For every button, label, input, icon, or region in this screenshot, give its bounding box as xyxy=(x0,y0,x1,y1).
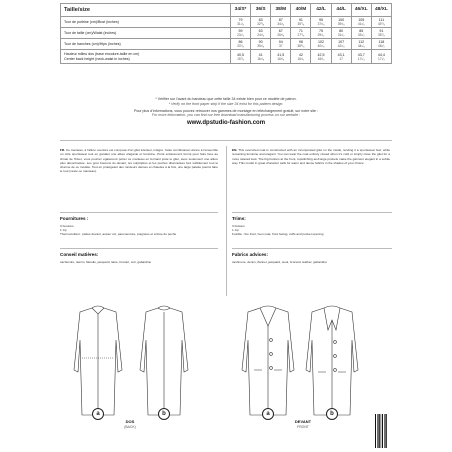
barcode-icon xyxy=(374,414,388,448)
column-divider xyxy=(226,146,227,296)
inch-value: 35⁷/₈ xyxy=(377,33,385,37)
size-notes xyxy=(72,97,380,126)
table-row-back-height xyxy=(61,50,392,64)
table-cell xyxy=(351,39,371,50)
supplies-body-fr: 3 boutons 1 zip Thermocollant : pattes devant, autour col, parementure, poignées et entrée de poche xyxy=(60,224,177,237)
cm-value: 42,5 xyxy=(317,52,325,57)
fabrics-title-en: Fabrics advices: xyxy=(232,252,269,257)
cm-value: 112 xyxy=(358,40,365,44)
cm-value: 100 xyxy=(338,18,345,22)
size-header-cell: 48/XL xyxy=(371,4,391,17)
inch-value: 31¹/₈ xyxy=(237,22,244,26)
cm-value: 43,7 xyxy=(357,52,365,57)
coat-back-b xyxy=(140,306,188,415)
cm-value: 87 xyxy=(278,18,283,22)
back-sublabel: (BACK) xyxy=(124,424,136,429)
table-cell xyxy=(291,17,311,28)
description-en-text: This oversized coat is constructed with an incorporated gilet on the inside, lending it a sportswear feel, while remaining feminine and elegant. You can wear the coat entirely closed when it's cold or simply close the gilet for a more relaxed look. The big buttons at the front, topstitching and large pockets make the garment elegant in a subtle way. This model in great character calls for warm and dense fabrics in the shades of your choice. xyxy=(232,148,391,165)
cm-value: 91 xyxy=(379,29,384,33)
cm-value: 80 xyxy=(339,29,344,33)
description-en xyxy=(232,148,390,165)
pattern-back-cover xyxy=(52,0,400,452)
row-label: Tour de poitrine (cm)/Bust (inches) xyxy=(61,17,231,28)
table-cell xyxy=(311,50,331,64)
row-label xyxy=(61,50,231,64)
cm-value: 85 xyxy=(359,29,364,33)
row-label: Tour de hanches (cm)/Hips (inches) xyxy=(61,39,231,50)
inch-value: 38⁵/₈ xyxy=(297,44,305,48)
inch-value: 43⁵/₈ xyxy=(377,22,385,26)
inch-value: 17¹/₄ xyxy=(357,56,365,61)
cm-value: 41 xyxy=(258,52,263,57)
size-header-cell: 44/L xyxy=(331,4,351,17)
inch-value: 37³/₈ xyxy=(317,22,325,26)
inch-value: 32⁵/₈ xyxy=(257,22,265,26)
table-cell xyxy=(371,28,391,39)
table-cell xyxy=(251,50,271,64)
size-header-cell: 46/XL xyxy=(351,4,371,17)
divider xyxy=(60,212,218,213)
size-table-header xyxy=(61,4,392,17)
inch-value: 37 xyxy=(279,44,283,48)
inch-value: 16³/₄ xyxy=(317,56,325,61)
table-cell xyxy=(331,50,351,64)
supplies-title-en: Trims: xyxy=(232,216,246,221)
inch-value: 16¹/₂ xyxy=(297,56,305,61)
cm-value: 67 xyxy=(278,29,283,33)
lang-tag-en: EN. xyxy=(232,148,238,152)
cm-value: 90 xyxy=(258,40,263,44)
front-label: DEVANT xyxy=(294,419,312,424)
table-cell xyxy=(291,39,311,50)
fabrics-title-fr: Conseil matières: xyxy=(60,252,99,257)
coat-front-b xyxy=(306,306,358,415)
website-link[interactable]: www.dpstudio-fashion.com xyxy=(186,120,266,127)
table-cell xyxy=(271,17,291,28)
row-label: Tour de taille (cm)/Waist (inches) xyxy=(61,28,231,39)
table-cell xyxy=(230,28,250,39)
coat-front-a xyxy=(242,306,294,415)
inch-value: 39³/₈ xyxy=(337,22,345,26)
cm-value: 43,1 xyxy=(337,52,345,57)
inch-value: 31¹/₂ xyxy=(337,33,345,37)
front-view-label xyxy=(285,420,321,429)
inch-value: 35⁷/₈ xyxy=(297,22,305,26)
row-label-en: Center back height (neck-waist in inches) xyxy=(64,56,130,61)
table-cell xyxy=(230,39,250,50)
table-cell xyxy=(311,17,331,28)
table-cell xyxy=(271,39,291,50)
cm-value: 118 xyxy=(378,40,385,44)
inch-value: 29¹/₂ xyxy=(317,33,325,37)
cm-value: 42 xyxy=(298,52,303,57)
inch-value: 33¹/₂ xyxy=(357,33,365,37)
inch-value: 17 xyxy=(339,56,343,61)
supplies-body-en: 3 buttons 1 zip Fusible : the front, hem coat, front facing, cuffs and pocket opening xyxy=(232,224,324,237)
table-row-waist xyxy=(61,28,392,39)
inch-value: 40¹/₈ xyxy=(317,44,325,48)
size-header-cell: 36/S xyxy=(251,4,271,17)
table-cell xyxy=(251,17,271,28)
inch-value: 16¹/₈ xyxy=(257,56,265,61)
size-header-cell: 38/M xyxy=(271,4,291,17)
table-cell xyxy=(230,50,250,64)
view-badge-b: b xyxy=(326,408,338,420)
size-header-cell: 34/S* xyxy=(230,4,250,17)
cm-value: 86 xyxy=(238,40,243,44)
table-cell xyxy=(331,39,351,50)
size-header-cell: 42/L xyxy=(311,4,331,17)
inch-value: 35³/₈ xyxy=(257,44,265,48)
info-line-fr: Pour plus d'informations, vous pouvez retrouver nos gammes de montage en téléchargement gratuit, sur notre site : xyxy=(133,108,319,113)
fabrics-body-fr: cachemire, denim, flanelle, jacquard, laine, brocart, cuir, gabardine xyxy=(60,260,152,264)
table-cell xyxy=(311,39,331,50)
table-cell xyxy=(331,28,351,39)
table-cell xyxy=(251,39,271,50)
cm-value: 105 xyxy=(358,18,365,22)
front-sublabel: FRONT xyxy=(297,424,309,429)
back-label: DOS xyxy=(125,419,135,424)
cm-value: 71 xyxy=(298,29,303,33)
table-cell xyxy=(271,28,291,39)
table-cell xyxy=(371,50,391,64)
note-line-fr: * Vérifier sur l'avant du bandeau que cette taille 34 existe bien pour ce modèle de patron. xyxy=(155,97,297,101)
fabrics-body-en: cashmere, denim, flannel, jacquard, wool, brocard, leather, gabardine xyxy=(232,260,327,264)
table-cell xyxy=(371,39,391,50)
table-cell xyxy=(311,28,331,39)
coat-back-a xyxy=(74,306,122,415)
inch-value: 15⁷/₈ xyxy=(237,56,244,61)
inch-value: 17¹/₂ xyxy=(378,56,385,61)
size-header-cell: 40/M xyxy=(291,4,311,17)
cm-value: 111 xyxy=(378,18,385,22)
table-cell xyxy=(351,50,371,64)
cm-value: 63 xyxy=(258,29,263,33)
inch-value: 46¹/₂ xyxy=(378,44,385,48)
cm-value: 95 xyxy=(319,18,324,22)
inch-value: 24³/₄ xyxy=(257,33,265,37)
divider xyxy=(232,212,392,213)
table-cell xyxy=(230,17,250,28)
table-cell xyxy=(351,28,371,39)
cm-value: 98 xyxy=(298,40,303,44)
cm-value: 102 xyxy=(318,40,325,44)
inch-value: 16³/₈ xyxy=(277,56,285,61)
cm-value: 41,5 xyxy=(277,52,285,57)
table-cell xyxy=(291,28,311,39)
inch-value: 26³/₈ xyxy=(277,33,285,37)
table-cell xyxy=(351,17,371,28)
table-row-bust xyxy=(61,17,392,28)
cm-value: 40,5 xyxy=(237,52,245,57)
divider xyxy=(232,248,392,249)
lang-tag-fr: FR. xyxy=(60,148,65,152)
inch-value: 27⁷/₈ xyxy=(297,33,305,37)
table-cell xyxy=(271,50,291,64)
front-view-illustration xyxy=(232,300,382,430)
cm-value: 91 xyxy=(298,18,303,22)
table-cell xyxy=(331,17,351,28)
cm-value: 75 xyxy=(319,29,324,33)
inch-value: 42¹/₈ xyxy=(337,44,345,48)
description-fr-text: Ce manteau, à l'allure oversize est composé d'un gilet intérieur, intégré. Cette combinaison donne à l'ensemble un côté sportswear tout en gardant une allure élégante et féminine. Porté entièrement fermé pour faire face au climat de l'hiver, vous pourrez également porter ce manteau en fermant juste le gilet, avec seulement une allure plus décontractée. Les gros boutons du devant, les surpiqûres et les poches dissimulées font subtilement tout le charme de ce modèle. Tout en protégeant des rondeurs denses et chaudes à la fois, une large palette pourra faire le tout (veste ou manteau). xyxy=(60,148,218,174)
cm-value: 44,4 xyxy=(377,52,385,57)
view-badge-a: a xyxy=(262,408,274,420)
cm-value: 59 xyxy=(238,29,243,33)
info-line-en: For more information, you can find our free download manufacturing process on our website : xyxy=(151,113,301,118)
inch-value: 23¹/₄ xyxy=(237,33,244,37)
note-line-en: * Verify on the front paper strip if the size 34 exist for this pattern design. xyxy=(168,101,284,106)
cm-value: 94 xyxy=(278,40,283,44)
inch-value: 33⁷/₈ xyxy=(237,44,244,48)
back-view-illustration xyxy=(62,300,212,430)
row-label-fr: Hauteur milieu dos (base encolure-taille en cm) xyxy=(64,52,140,57)
inch-value: 41³/₈ xyxy=(357,22,365,26)
inch-value: 34¹/₄ xyxy=(277,22,285,26)
cm-value: 83 xyxy=(258,18,263,22)
table-cell xyxy=(291,50,311,64)
size-table xyxy=(60,3,392,64)
view-badge-b: b xyxy=(158,408,170,420)
view-badge-a: a xyxy=(92,408,104,420)
table-cell xyxy=(251,28,271,39)
cm-value: 107 xyxy=(338,40,345,44)
inch-value: 44¹/₈ xyxy=(357,44,365,48)
back-view-label xyxy=(115,420,145,429)
cm-value: 79 xyxy=(238,18,243,22)
description-fr xyxy=(60,148,218,174)
table-row-hips xyxy=(61,39,392,50)
supplies-title-fr: Fournitures : xyxy=(60,216,89,221)
table-cell xyxy=(371,17,391,28)
divider xyxy=(60,248,218,249)
size-header-label: Taille/size xyxy=(61,4,231,17)
divider xyxy=(60,140,392,141)
